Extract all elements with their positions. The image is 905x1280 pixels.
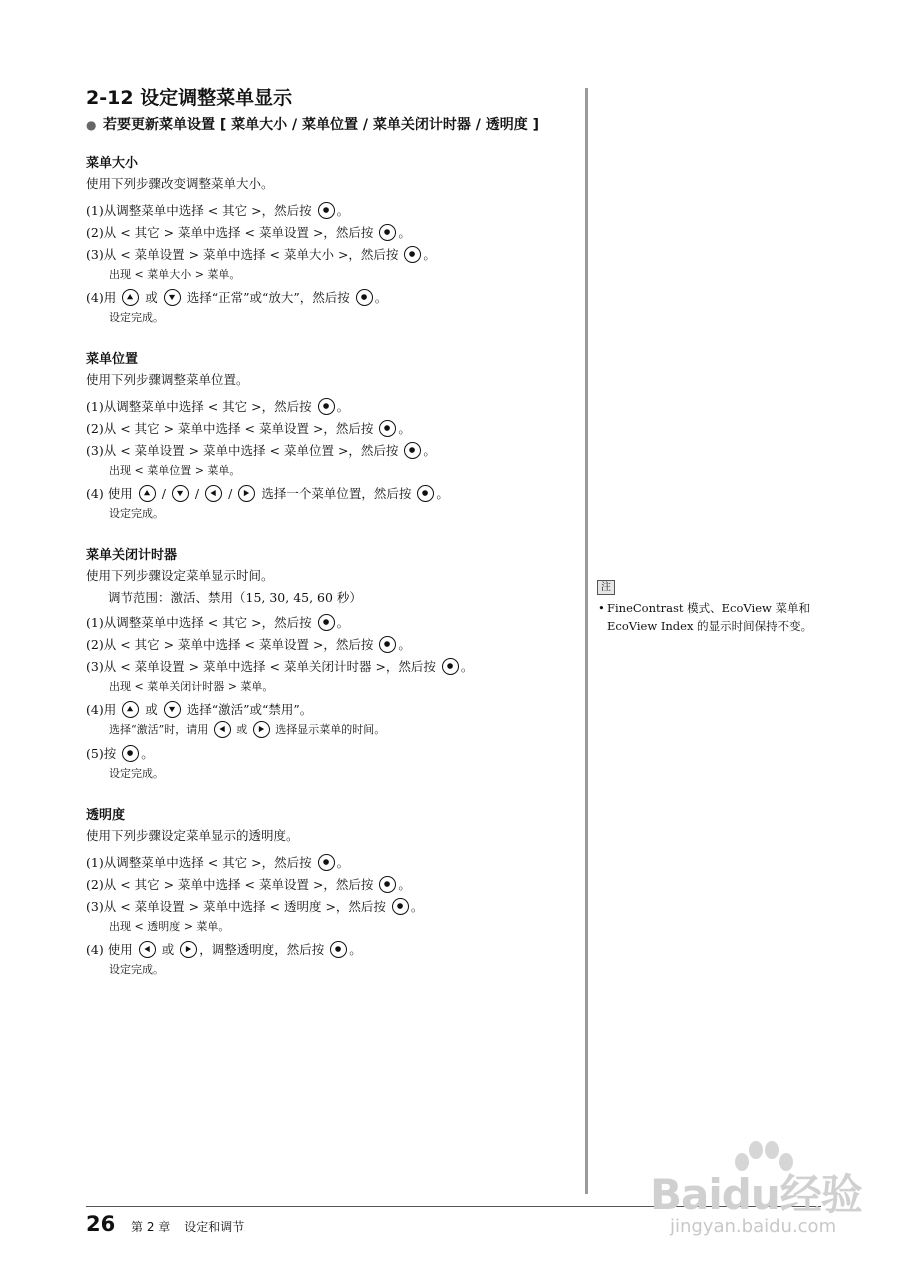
down-arrow-button-icon: [164, 701, 181, 718]
step-note: 设定完成。: [109, 962, 164, 976]
step: (4)用 或 选择“正常”或“放大”，然后按 。: [86, 290, 388, 305]
up-arrow-button-icon: [122, 289, 139, 306]
section-title: 菜单关闭计时器: [86, 548, 178, 563]
enter-button-icon: [404, 246, 421, 263]
step: (2)从 < 其它 > 菜单中选择 < 菜单设置 >，然后按 。: [86, 421, 411, 436]
step: (4) 使用 或 ，调整透明度，然后按 。: [86, 941, 362, 957]
chapter-label: [131, 1218, 244, 1235]
watermark-brand: Baidu经验: [650, 1170, 862, 1219]
step-note: 设定完成。: [109, 766, 164, 780]
enter-button-icon: [318, 202, 335, 219]
enter-button-icon: [122, 745, 139, 762]
right-arrow-button-icon: [238, 485, 255, 502]
subtitle: [86, 114, 576, 136]
step-note: 出现 < 透明度 > 菜单。: [109, 919, 230, 933]
section-menu-off-timer: [86, 546, 576, 782]
section-menu-position: [86, 350, 576, 522]
chapter-title: 设定和调节: [184, 1220, 245, 1234]
down-arrow-button-icon: [164, 289, 181, 306]
section-intro: 使用下列步骤设定菜单显示的透明度。: [86, 827, 299, 843]
note-label: 注: [597, 580, 615, 595]
page-number: 26: [86, 1212, 116, 1236]
step: (3)从 < 菜单设置 > 菜单中选择 < 菜单关闭计时器 >，然后按 。: [86, 659, 474, 674]
step-note: 设定完成。: [109, 311, 164, 324]
enter-button-icon: [379, 636, 396, 653]
enter-button-icon: [379, 420, 396, 437]
section-title: 菜单位置: [86, 352, 139, 367]
enter-button-icon: [318, 398, 335, 415]
right-arrow-button-icon: [180, 941, 197, 958]
step: (3)从 < 菜单设置 > 菜单中选择 < 菜单大小 >，然后按 。: [86, 247, 436, 262]
enter-button-icon: [318, 854, 335, 871]
enter-button-icon: [404, 442, 421, 459]
section-title: 菜单大小: [86, 156, 139, 171]
enter-button-icon: [330, 941, 347, 958]
section-intro: 使用下列步骤调整菜单位置。: [86, 372, 249, 387]
main-content: [86, 84, 576, 978]
step: (4)用 或 选择“激活”或“禁用”。: [86, 702, 313, 717]
enter-button-icon: [379, 876, 396, 893]
left-arrow-button-icon: [139, 941, 156, 958]
note-body: FineContrast 模式、EcoView 菜单和 EcoView Index 的显示时间保持不变。: [607, 601, 813, 633]
down-arrow-button-icon: [172, 485, 189, 502]
step: (3)从 < 菜单设置 > 菜单中选择 < 菜单位置 >，然后按 。: [86, 443, 436, 458]
enter-button-icon: [417, 485, 434, 502]
step-note: 出现 < 菜单大小 > 菜单。: [109, 268, 241, 281]
step: (1)从调整菜单中选择 < 其它 >，然后按 。: [86, 399, 350, 414]
enter-button-icon: [356, 289, 373, 306]
section-intro: 使用下列步骤设定菜单显示时间。: [86, 568, 274, 583]
page-title: 2-12 设定调整菜单显示: [86, 87, 293, 109]
section-transparency: [86, 806, 576, 978]
note-text: [597, 599, 822, 635]
left-arrow-button-icon: [214, 721, 231, 738]
step: (4) 使用 / / / 选择一个菜单位置，然后按 。: [86, 486, 449, 501]
section-menu-size: [86, 154, 576, 326]
column-divider: [585, 88, 588, 1194]
side-note: [597, 575, 822, 635]
watermark-url: jingyan.baidu.com: [670, 1216, 837, 1237]
step-note: 选择“激活”时，请用 或 选择显示菜单的时间。: [109, 721, 576, 739]
watermark: [640, 1140, 870, 1250]
up-arrow-button-icon: [139, 485, 156, 502]
step-note: 出现 < 菜单关闭计时器 > 菜单。: [109, 680, 274, 693]
section-title: 透明度: [86, 807, 126, 823]
enter-button-icon: [379, 224, 396, 241]
step: (1)从调整菜单中选择 < 其它 >，然后按 。: [86, 854, 350, 870]
enter-button-icon: [392, 898, 409, 915]
step-note: 设定完成。: [109, 507, 164, 520]
left-arrow-button-icon: [205, 485, 222, 502]
enter-button-icon: [318, 614, 335, 631]
chapter-number: 第 2 章: [131, 1220, 171, 1234]
bullet-icon: ●: [86, 118, 97, 132]
step: (2)从 < 其它 > 菜单中选择 < 菜单设置 >，然后按 。: [86, 225, 411, 240]
step: (2)从 < 其它 > 菜单中选择 < 菜单设置 >，然后按 。: [86, 876, 411, 892]
step: (1)从调整菜单中选择 < 其它 >，然后按 。: [86, 203, 350, 218]
up-arrow-button-icon: [122, 701, 139, 718]
bullet-icon: •: [598, 601, 605, 615]
step: (3)从 < 菜单设置 > 菜单中选择 < 透明度 >，然后按 。: [86, 898, 424, 914]
section-intro: 使用下列步骤改变调整菜单大小。: [86, 176, 274, 191]
right-arrow-button-icon: [253, 721, 270, 738]
adjust-range: 调节范围：激活、禁用（15, 30, 45, 60 秒）: [108, 590, 362, 605]
step: (1)从调整菜单中选择 < 其它 >，然后按 。: [86, 615, 350, 630]
step: (5)按 。: [86, 745, 154, 761]
subtitle-text: 若要更新菜单设置 [ 菜单大小 / 菜单位置 / 菜单关闭计时器 / 透明度 ]: [103, 117, 540, 133]
step-note: 出现 < 菜单位置 > 菜单。: [109, 464, 241, 477]
enter-button-icon: [442, 658, 459, 675]
step: (2)从 < 其它 > 菜单中选择 < 菜单设置 >，然后按 。: [86, 637, 411, 652]
